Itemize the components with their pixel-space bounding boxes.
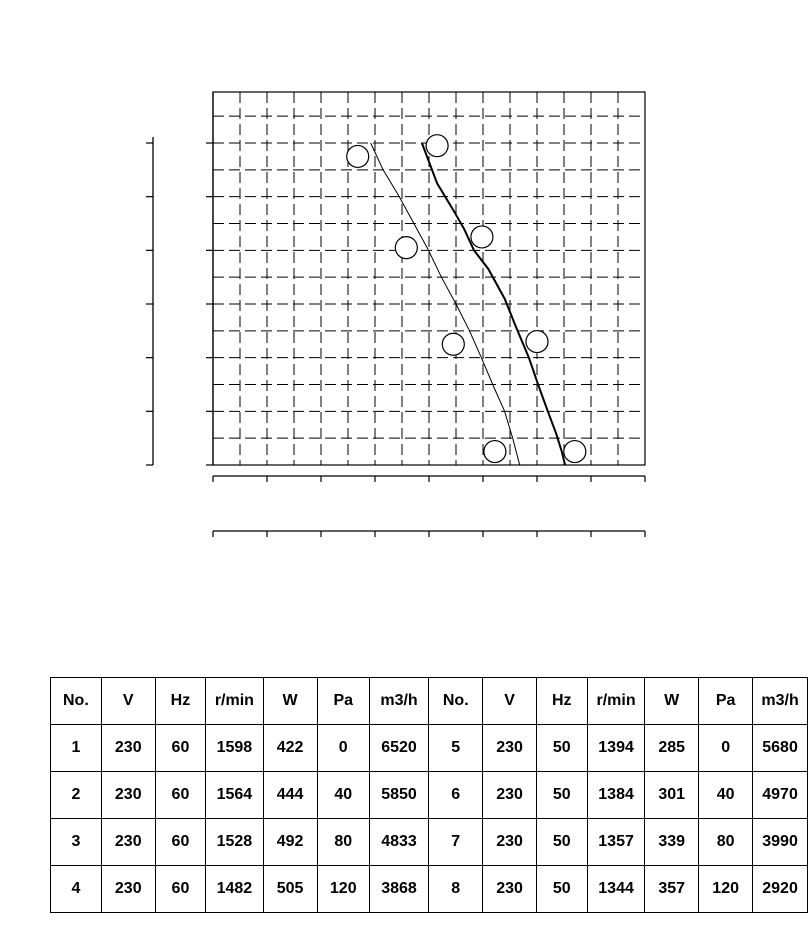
curve-marker-8 bbox=[347, 145, 369, 167]
curve-marker-5 bbox=[484, 441, 506, 463]
table-cell: 230 bbox=[101, 772, 155, 819]
table-cell: 1384 bbox=[587, 772, 644, 819]
table-cell: 230 bbox=[483, 866, 536, 913]
table-cell: 40 bbox=[317, 772, 369, 819]
marker-circle bbox=[426, 135, 448, 157]
table-cell: 5 bbox=[429, 725, 483, 772]
table-cell: 230 bbox=[483, 819, 536, 866]
table-cell: 50 bbox=[536, 772, 587, 819]
marker-circle bbox=[564, 441, 586, 463]
table-cell: 505 bbox=[263, 866, 317, 913]
table-cell: 0 bbox=[699, 725, 753, 772]
table-cell: No. bbox=[429, 678, 483, 725]
table-cell: 120 bbox=[699, 866, 753, 913]
marker-circle bbox=[347, 145, 369, 167]
table-cell: 60 bbox=[155, 772, 206, 819]
marker-circle bbox=[471, 226, 493, 248]
table-cell: 1564 bbox=[206, 772, 263, 819]
curve-marker-2 bbox=[526, 331, 548, 353]
table-cell: 3868 bbox=[370, 866, 429, 913]
table-cell: 60 bbox=[155, 819, 206, 866]
table-cell: 1598 bbox=[206, 725, 263, 772]
table-cell: 50 bbox=[536, 819, 587, 866]
table-cell: W bbox=[645, 678, 699, 725]
table-cell: 1394 bbox=[587, 725, 644, 772]
table-cell: 1 bbox=[51, 725, 102, 772]
table-cell: 1482 bbox=[206, 866, 263, 913]
table-cell: 301 bbox=[645, 772, 699, 819]
table-cell: 120 bbox=[317, 866, 369, 913]
marker-circle bbox=[526, 331, 548, 353]
table-cell: 492 bbox=[263, 819, 317, 866]
table-cell: 4833 bbox=[370, 819, 429, 866]
curve-marker-7 bbox=[395, 237, 417, 259]
table-cell: 5850 bbox=[370, 772, 429, 819]
table-cell: m3/h bbox=[753, 678, 808, 725]
table-cell: 3 bbox=[51, 819, 102, 866]
table-row bbox=[51, 866, 808, 913]
table-cell: W bbox=[263, 678, 317, 725]
table-cell: Pa bbox=[699, 678, 753, 725]
table-cell: 80 bbox=[699, 819, 753, 866]
marker-circle bbox=[484, 441, 506, 463]
table-cell: 5680 bbox=[753, 725, 808, 772]
table-cell: 4 bbox=[51, 866, 102, 913]
table-cell: 80 bbox=[317, 819, 369, 866]
table-cell: V bbox=[101, 678, 155, 725]
table-cell: Hz bbox=[536, 678, 587, 725]
table-cell: 230 bbox=[483, 725, 536, 772]
table-cell: 2 bbox=[51, 772, 102, 819]
table-cell: 40 bbox=[699, 772, 753, 819]
marker-circle bbox=[395, 237, 417, 259]
table-cell: 422 bbox=[263, 725, 317, 772]
table-cell: m3/h bbox=[370, 678, 429, 725]
fan-spec-table bbox=[50, 677, 808, 913]
table-cell: 285 bbox=[645, 725, 699, 772]
table-cell: 50 bbox=[536, 866, 587, 913]
table-cell: Hz bbox=[155, 678, 206, 725]
table-cell: 60 bbox=[155, 725, 206, 772]
table-cell: 1357 bbox=[587, 819, 644, 866]
table-cell: 339 bbox=[645, 819, 699, 866]
table-row bbox=[51, 772, 808, 819]
table-cell: 7 bbox=[429, 819, 483, 866]
table-header-row bbox=[51, 678, 808, 725]
table-cell: 3990 bbox=[753, 819, 808, 866]
table-cell: 60 bbox=[155, 866, 206, 913]
marker-circle bbox=[442, 333, 464, 355]
table-cell: 0 bbox=[317, 725, 369, 772]
table-cell: 50 bbox=[536, 725, 587, 772]
table-cell: r/min bbox=[206, 678, 263, 725]
table-cell: 1528 bbox=[206, 819, 263, 866]
table-cell: 6520 bbox=[370, 725, 429, 772]
table-cell: 1344 bbox=[587, 866, 644, 913]
table-cell: 8 bbox=[429, 866, 483, 913]
curve-marker-3 bbox=[471, 226, 493, 248]
table-cell: 230 bbox=[101, 725, 155, 772]
table-cell: 4970 bbox=[753, 772, 808, 819]
table-row bbox=[51, 819, 808, 866]
curve-marker-4 bbox=[426, 135, 448, 157]
table-cell: Pa bbox=[317, 678, 369, 725]
curve-marker-6 bbox=[442, 333, 464, 355]
table-cell: 230 bbox=[101, 819, 155, 866]
table-cell: No. bbox=[51, 678, 102, 725]
table-row bbox=[51, 725, 808, 772]
table-cell: V bbox=[483, 678, 536, 725]
table-cell: 6 bbox=[429, 772, 483, 819]
table-cell: r/min bbox=[587, 678, 644, 725]
table-cell: 230 bbox=[483, 772, 536, 819]
table-cell: 230 bbox=[101, 866, 155, 913]
curve-marker-1 bbox=[564, 441, 586, 463]
table-cell: 357 bbox=[645, 866, 699, 913]
table-cell: 2920 bbox=[753, 866, 808, 913]
table-cell: 444 bbox=[263, 772, 317, 819]
